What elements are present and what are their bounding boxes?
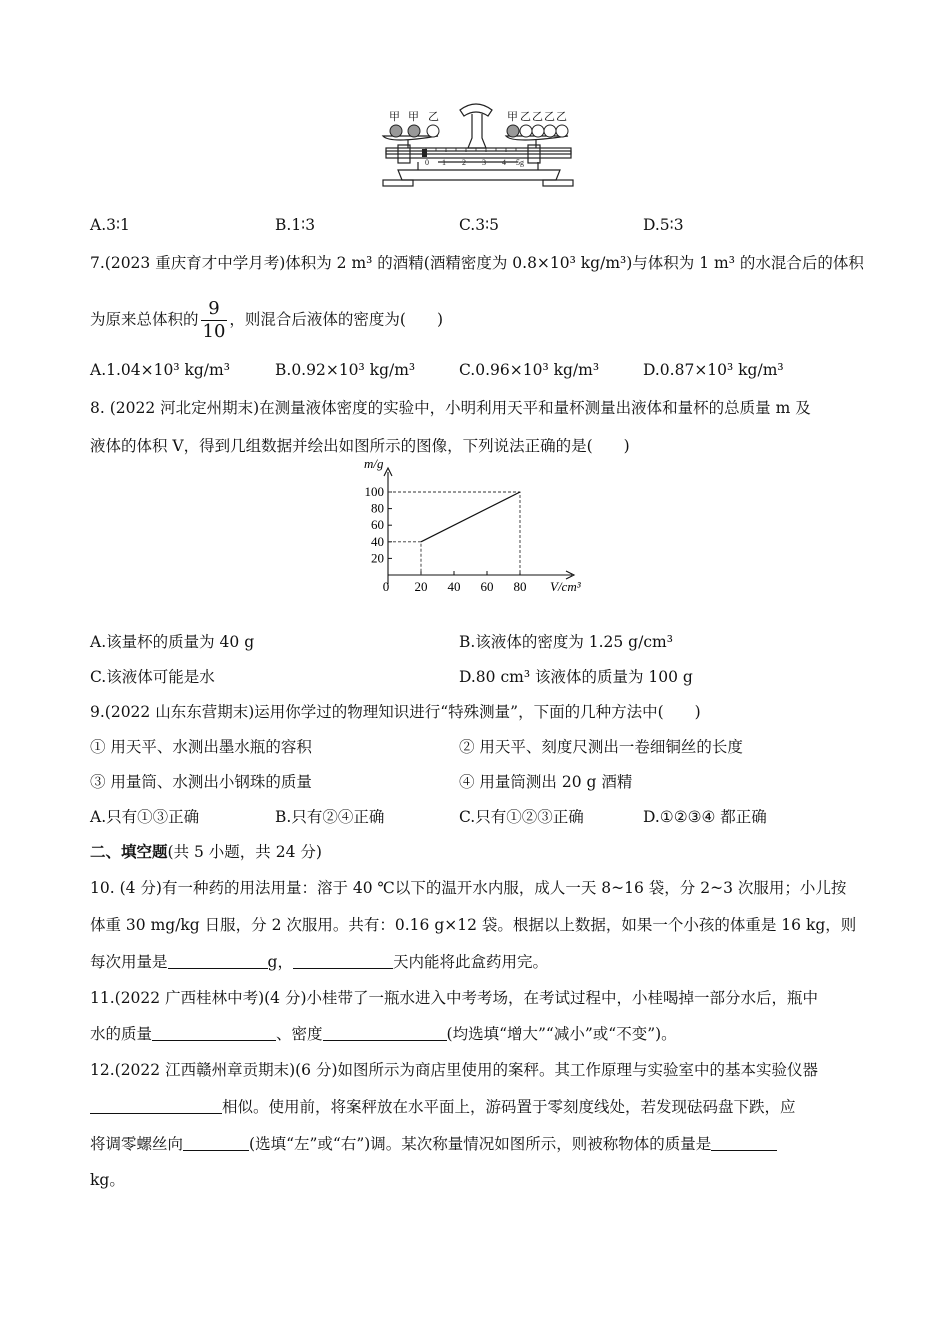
q11-line2	[90, 1022, 677, 1044]
q10-text-b: g，	[267, 953, 293, 971]
q7-stem-post: ，则混合后液体的密度为( )	[229, 310, 444, 329]
q7-option-c[interactable]: C.0.96×10³ kg/m³	[459, 361, 600, 379]
q7-option-d[interactable]: D.0.87×10³ kg/m³	[643, 361, 784, 379]
q11-line1: 11.(2022 广西桂林中考)(4 分)小桂带了一瓶水进入中考考场，在考试过程中，小桂喝掉一部分水后，瓶中	[90, 989, 819, 1007]
answer-blank[interactable]	[711, 1136, 777, 1151]
y-tick-label: 60	[371, 517, 384, 533]
fraction-denominator: 10	[202, 321, 226, 342]
section-note: (共 5 小题，共 24 分)	[167, 843, 322, 861]
q9-option-b[interactable]: B.只有②④正确	[275, 808, 385, 826]
y-axis-label: m/g	[364, 456, 384, 471]
q11-text-c: (均选填“增大”“减小”或“不变”)。	[446, 1025, 677, 1043]
guide-line	[388, 492, 520, 575]
dial-icon	[460, 104, 492, 116]
x-tick-label: 0	[382, 579, 390, 594]
q10-line1: 10. (4 分)有一种药的用法用量：溶于 40 ℃以下的温开水内服，成人一天 8~16 袋，分 2~3 次服用；小儿按	[90, 879, 847, 897]
x-tick-label: 80	[513, 579, 527, 594]
q7-stem-pre: 为原来总体积的	[90, 310, 199, 329]
series-line	[421, 492, 520, 542]
answer-blank[interactable]	[323, 1026, 447, 1041]
q9-item-4: ④ 用量筒测出 20 g 酒精	[459, 773, 633, 791]
q9-option-d[interactable]: D.①②③④ 都正确	[643, 808, 767, 826]
x-tick-label: 60	[480, 579, 494, 594]
q8-option-d[interactable]: D.80 cm³ 该液体的质量为 100 g	[459, 668, 693, 686]
q8-option-b[interactable]: B.该液体的密度为 1.25 g/cm³	[459, 633, 673, 651]
scale-tick: 1	[442, 158, 446, 167]
scale-tick: 2	[462, 158, 466, 167]
q12-line3	[90, 1132, 777, 1154]
q12-line4: kg。	[90, 1171, 125, 1189]
q12-text-a: 将调零螺丝向	[90, 1135, 184, 1153]
q10-text-c: 天内能将此盒药用完。	[392, 953, 548, 971]
y-tick-label: 80	[371, 500, 384, 516]
ball-label: 甲	[408, 111, 419, 123]
q8-stem-line2: 液体的体积 V，得到几组数据并绘出如图所示的图像，下列说法正确的是( )	[90, 437, 630, 455]
guide-line	[388, 542, 421, 575]
q9-option-a[interactable]: A.只有①③正确	[90, 808, 200, 826]
q8-option-c[interactable]: C.该液体可能是水	[90, 668, 215, 686]
q7-stem-line1: 7.(2023 重庆育才中学月考)体积为 2 m³ 的酒精(酒精密度为 0.8×10³ kg/m³)与体积为 1 m³ 的水混合后的体积	[90, 254, 864, 272]
ball-label: 乙	[428, 111, 439, 123]
q6-option-d[interactable]: D.5∶3	[643, 216, 684, 234]
ball-label: 甲	[507, 111, 518, 123]
ball-label: 甲	[389, 111, 400, 123]
ball-label: 乙	[532, 111, 543, 123]
y-tick-label: 100	[364, 484, 384, 499]
q11-text-b: 、密度	[276, 1025, 323, 1043]
q12-text-c: (选填“左”或“右”)调。某次称量情况如图所示，则被称物体的质量是	[249, 1135, 712, 1153]
y-tick-label: 40	[371, 533, 384, 549]
section-heading	[90, 840, 322, 862]
q12-text-b: 相似。使用前，将案秤放在水平面上，游码置于零刻度线处，若发现砝码盘下跌，应	[222, 1098, 796, 1116]
scale-tick: 5g	[516, 158, 524, 167]
x-tick-label: 20	[414, 579, 428, 594]
scale-tick: 3	[482, 158, 486, 167]
q8-option-a[interactable]: A.该量杯的质量为 40 g	[90, 633, 255, 651]
ball-label: 乙	[556, 111, 567, 123]
q8-stem-line1: 8. (2022 河北定州期末)在测量液体密度的实验中，小明利用天平和量杯测量出液体和量杯的总质量 m 及	[90, 399, 811, 417]
scale-tick: 4	[502, 158, 506, 167]
answer-blank[interactable]	[152, 1026, 276, 1041]
q12-line1: 12.(2022 江西赣州章贡期末)(6 分)如图所示为商店里使用的案秤。其工作原理与实验室中的基本实验仪器	[90, 1061, 819, 1079]
q12-line2	[90, 1095, 796, 1117]
q9-item-1: ① 用天平、水测出墨水瓶的容积	[90, 738, 312, 756]
section-title: 二、填空题	[90, 843, 168, 861]
scale-tick: 0	[425, 158, 429, 167]
q9-option-c[interactable]: C.只有①②③正确	[459, 808, 584, 826]
q10-text-a: 每次用量是	[90, 953, 168, 971]
x-axis-label: V/cm³	[550, 579, 581, 594]
y-tick-label: 20	[371, 550, 384, 566]
answer-blank[interactable]	[183, 1136, 249, 1151]
q6-option-c[interactable]: C.3∶5	[459, 216, 499, 234]
q9-stem: 9.(2022 山东东营期末)运用你学过的物理知识进行“特殊测量”，下面的几种方法中( )	[90, 703, 701, 721]
q6-option-a[interactable]: A.3∶1	[90, 216, 130, 234]
x-tick-label: 40	[447, 579, 461, 594]
fraction	[201, 298, 228, 343]
q7-option-a[interactable]: A.1.04×10³ kg/m³	[90, 361, 230, 379]
answer-blank[interactable]	[90, 1099, 222, 1114]
ball-label: 乙	[544, 111, 555, 123]
answer-blank[interactable]	[293, 954, 393, 969]
q9-item-2: ② 用天平、刻度尺测出一卷细铜丝的长度	[459, 738, 743, 756]
q10-line2: 体重 30 mg/kg 日服，分 2 次服用。共有：0.16 g×12 袋。根据以上数据，如果一个小孩的体重是 16 kg，则	[90, 916, 857, 934]
ball-label: 乙	[520, 111, 531, 123]
q6-option-b[interactable]: B.1∶3	[275, 216, 316, 234]
q7-stem-line2	[90, 298, 443, 343]
rider-weight	[422, 149, 427, 157]
q7-option-b[interactable]: B.0.92×10³ kg/m³	[275, 361, 416, 379]
q11-text-a: 水的质量	[90, 1025, 153, 1043]
balance-figure	[378, 96, 578, 192]
fraction-numerator: 9	[201, 298, 228, 321]
q9-item-3: ③ 用量筒、水测出小钢珠的质量	[90, 773, 312, 791]
answer-blank[interactable]	[168, 954, 268, 969]
q10-line3	[90, 950, 548, 972]
mass-volume-chart	[340, 456, 600, 602]
